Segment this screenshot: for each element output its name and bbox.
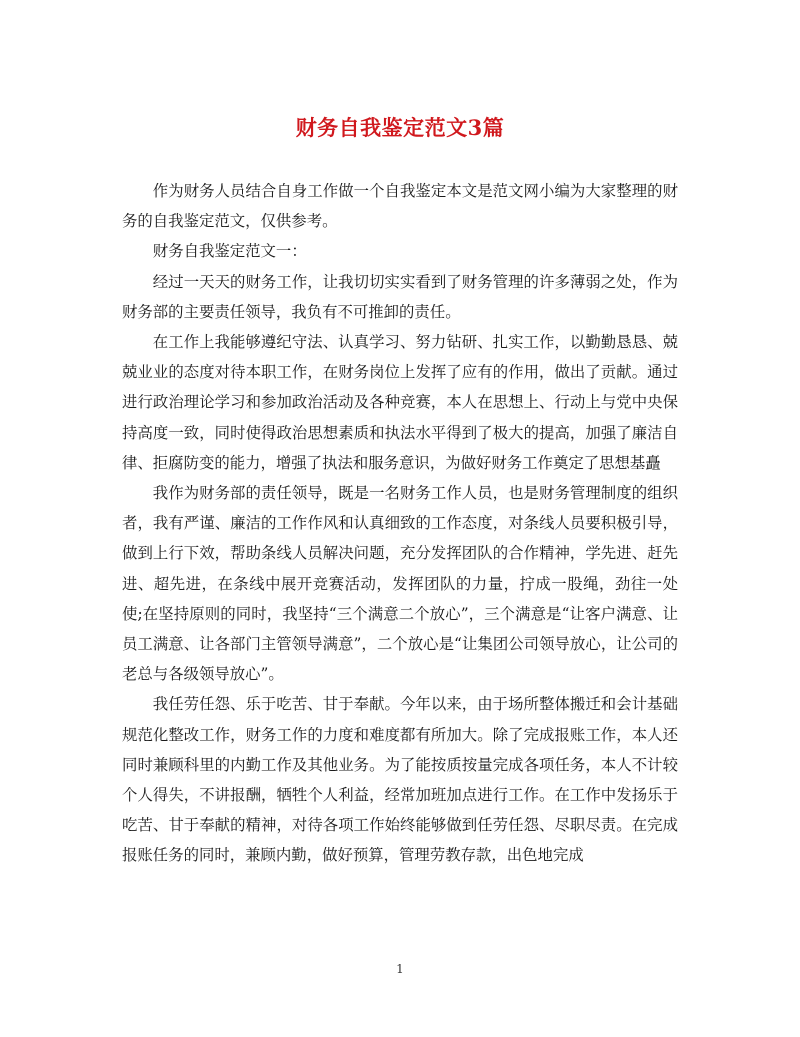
paragraph-2: 在工作上我能够遵纪守法、认真学习、努力钻研、扎实工作，以勤勤恳恳、兢兢业业的态度对待本职工作，在财务岗位上发挥了应有的作用，做出了贡献。通过进行政治理论学习和参加政治活动及各种竞赛，本人在思想上、行动上与党中央保持高度一致，同时使得政治思想素质和执法水平得到了极大的提高，加强了廉洁自律、拒腐防变的能力，增强了执法和服务意识，为做好财务工作奠定了思想基矗 [122,333,678,472]
document-title: 财务自我鉴定范文3篇 [295,115,505,140]
page-number: 1 [396,962,404,976]
paragraph-1: 经过一天天的财务工作，让我切切实实看到了财务管理的许多薄弱之处，作为财务部的主要责任领导，我负有不可推卸的责任。 [122,272,678,321]
paragraph-4: 我任劳任怨、乐于吃苦、甘于奉献。今年以来，由于场所整体搬迁和会计基础规范化整改工作，财务工作的力度和难度都有所加大。除了完成报账工作，本人还同时兼顾科里的内勤工作及其他业务。为了能按质按量完成各项任务，本人不计较个人得失，不讲报酬，牺牲个人利益，经常加班加点进行工作。在工作中发扬乐于吃苦、甘于奉献的精神，对待各项工作始终能够做到任劳任怨、尽职尽责。在完成报账任务的同时，兼顾内勤，做好预算，管理劳教存款，出色地完成 [122,695,678,865]
paragraph-3: 我作为财务部的责任领导，既是一名财务工作人员，也是财务管理制度的组织者，我有严谨、廉洁的工作作风和认真细致的工作态度，对条线人员要积极引导，做到上行下效，帮助条线人员解决问题，充分发挥团队的合作精神，学先进、赶先进、超先进，在条线中展开竞赛活动，发挥团队的力量，拧成一股绳，劲往一处使;在坚持原则的同时，我坚持“三个满意二个放心”，三个满意是“让客户满意、让员工满意、让各部门主管领导满意”，二个放心是“让集团公司领导放心，让公司的老总与各级领导放心”。 [122,484,678,684]
document-body [122,176,678,871]
paragraph-intro: 作为财务人员结合自身工作做一个自我鉴定本文是范文网小编为大家整理的财务的自我鉴定范文，仅供参考。 [122,182,678,231]
paragraph-section-heading: 财务自我鉴定范文一： [152,242,307,261]
